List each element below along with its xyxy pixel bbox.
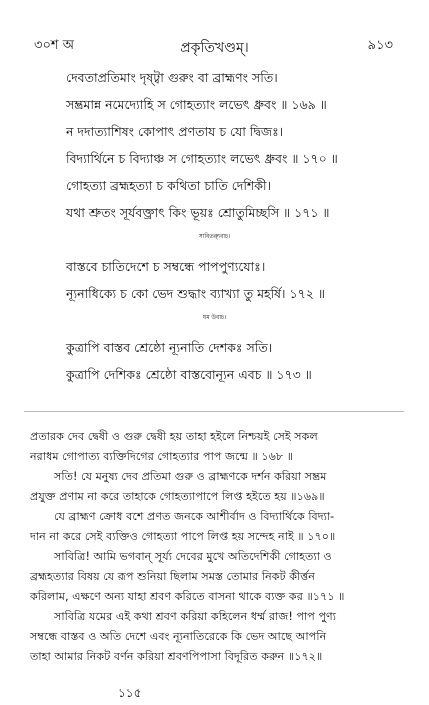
translation-line: যে ব্রাহ্মণ ক্রোধ বশে প্রণত জনকে আশীর্বাদ ও বিদ্যার্থিকে বিদ্যা- [54,510,335,523]
section-divider [24,411,404,412]
speaker-heading: যম উবাচ। [202,315,227,321]
translation-line: দান না করে সেই ব্যক্তিও গোহত্যা পাপে লিপ্ত হয় সন্দেহ নাই ॥ ১৭০॥ [30,530,336,543]
verse-line: দেবতাপ্রতিমাং দৃষ্ট্বা গুরুং বা ব্রাহ্মণং সতি। [66,70,278,85]
verse-line: যথা শ্রুতং সূর্যবক্ত্রাৎ কিং ভূয়ঃ শ্রোতুমিচ্ছসি ॥ ১৭১ ॥ [66,205,330,220]
verse-line: সম্ভ্রমান্ন নমেদ্যোহি স গোহত্যাং লভেৎ ধ্রুবং ॥ ১৬৯ ॥ [66,97,327,112]
running-header [0,36,429,58]
translation-line: প্রতারক দেব দ্বেষী ও গুরু দ্বেষী হয় তাহা হইলে নিশ্চয়ই সেই সকল [30,430,318,443]
verse-line: গোহত্যা ব্রহ্মহত্যা চ কথিতা চাতি দেশিকী। [66,178,272,193]
verse-line: কুত্রাপি বাস্তব শ্রেষ্ঠো ন্যূনাতি দেশকঃ সতি। [66,340,273,355]
speaker-heading: সাবিত্র্যুবাচ। [198,234,231,240]
translation-line: নরাধম গোপাত্য ব্যক্তিদিগের গোহত্যার পাপ জন্মে ॥ ১৬৮ ॥ [30,450,294,463]
chapter-label: ৩০শ অ [34,38,74,53]
translation-line: সাবিত্রি যমের এই কথা শ্রবণ করিয়া কহিলেন ধর্ম্ম রাজ! পাপ পুণ্য [54,610,337,623]
translation-line: সম্বন্ধে বাস্তব ও অতি দেশে এবং ন্যূনাতিরেকে কি ভেদ আছে আপনি [30,630,327,643]
verse-line: বাস্তবে চাতিদেশে চ সম্বন্ধে পাপপুণ্যযোঃ। [66,259,266,274]
translation-line: সাবিত্রি! আমি ভগবান্ সূর্য্য দেবের মুখে অতিদেশিকী গোহত্যা ও [54,550,332,563]
translation-line: করিলাম, এক্ষণে অন্য যাহা শ্রবণ করিতে বাসনা থাকে ব্যক্ত কর ॥১৭১ ॥ [30,590,345,603]
verse-line: ন্যূনাধিক্যে চ কো ভেদ শুদ্ধাং ব্যাখ্যা তু মহর্ষি। ১৭২ ॥ [66,286,325,301]
translation-line: তাহা আমার নিকট বর্ণন করিয়া শ্রবণপিপাসা বিদূরিত করুন ॥১৭২॥ [30,650,323,663]
verse-line: ন দদাত্যাশিষং কোপাৎ প্রণতায চ যো দ্বিজঃ। [66,124,284,139]
page-title: প্রকৃতিখণ্ডম্। [180,40,249,56]
translation-line: ব্রহ্মহত্যার বিষয় যে রূপ শুনিয়া ছিলাম সমস্ত তোমার নিকট কীর্ত্তন [30,570,315,583]
verse-line: কুত্রাপি দেশিকঃ শ্রেষ্ঠো বাস্তবোন্যূন এবচ ॥ ১৭৩ ॥ [66,367,312,382]
verse-line: বিদ্যার্থিনে চ বিদ্যাঞ্চ স গোহত্যাং লভেৎ ধ্রুবং ॥ ১৭০ ॥ [66,151,338,166]
translation-line: প্রযুক্ত প্রণাম না করে তাহাকে গোহত্যাপাপে লিপ্ত হইতে হয় ॥১৬৯॥ [30,490,325,503]
translation-line: সতি! যে মনুষ্য দেব প্রতিমা গুরু ও ব্রাহ্মণকে দর্শন করিয়া সম্ভ্রম [54,470,327,483]
folio-number: ১১৫ [118,686,142,700]
page-number: ৯১৩ [367,38,393,53]
